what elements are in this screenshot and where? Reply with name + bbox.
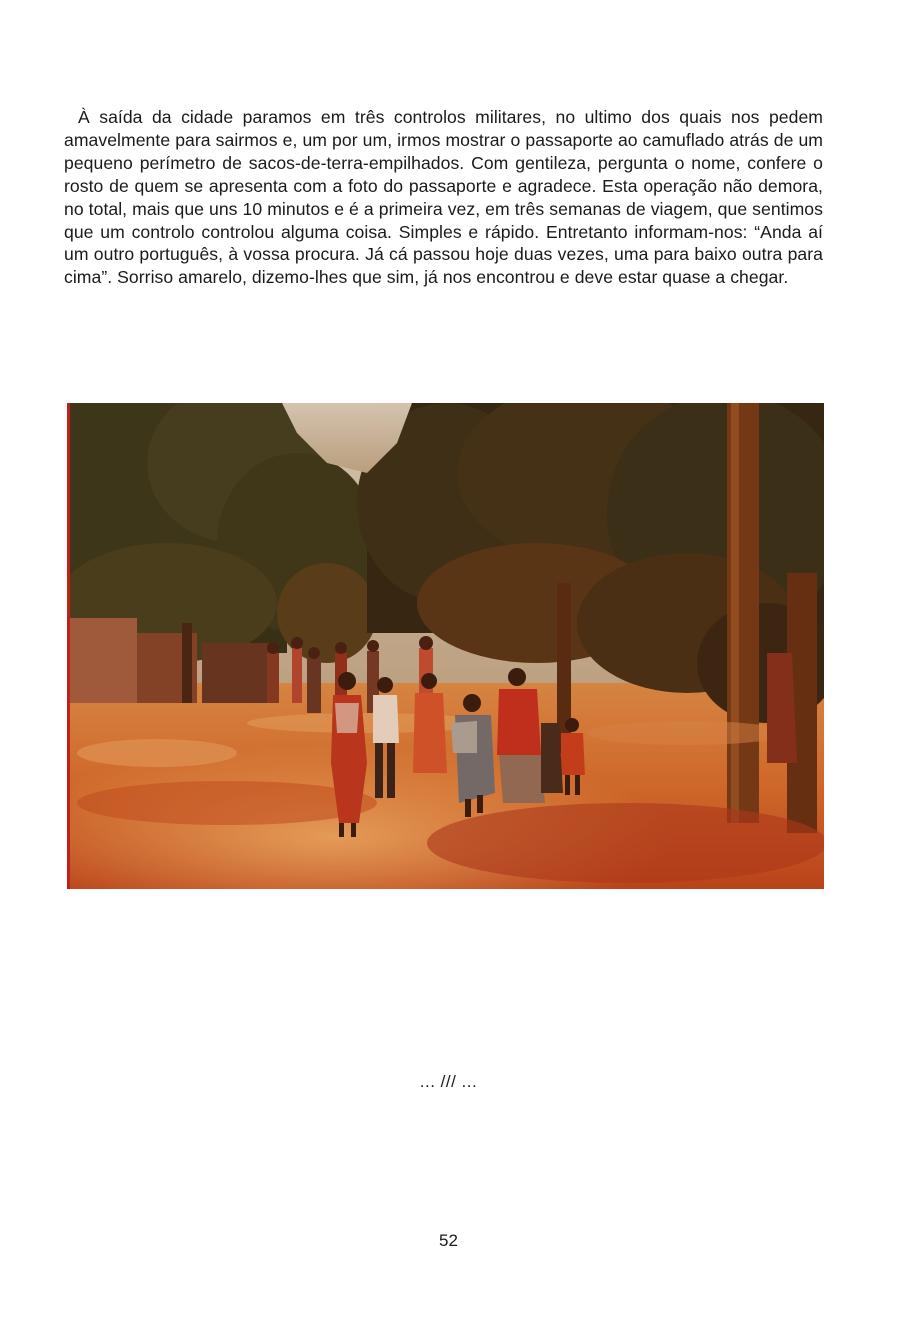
street-photograph	[67, 403, 824, 889]
street-photograph-image	[67, 403, 824, 889]
section-separator: ... /// ...	[419, 1072, 478, 1091]
page-number: 52	[439, 1231, 458, 1250]
body-paragraph: À saída da cidade paramos em três controlos militares, no ultimo dos quais nos pedem amavelmente para sairmos e, um por um, irmos mostrar o passaporte ao camuflado atrás de um pequeno perímetro de sacos-de-terra-empilhados. Com gentileza, pergunta o nome, confere o rosto de quem se apresenta com a foto do passaporte e agradece. Esta operação não demora, no total, mais que uns 10 minutos e é a primeira vez, em três semanas de viagem, que sentimos que um controlo controlou alguma coisa. Simples e rápido. Entretanto informam-nos: “Anda aí um outro português, à vossa procura. Já cá passou hoje duas vezes, uma para baixo outra para cima”. Sorriso amarelo, dizemo-lhes que sim, já nos encontrou e deve estar quase a chegar.	[64, 107, 823, 288]
